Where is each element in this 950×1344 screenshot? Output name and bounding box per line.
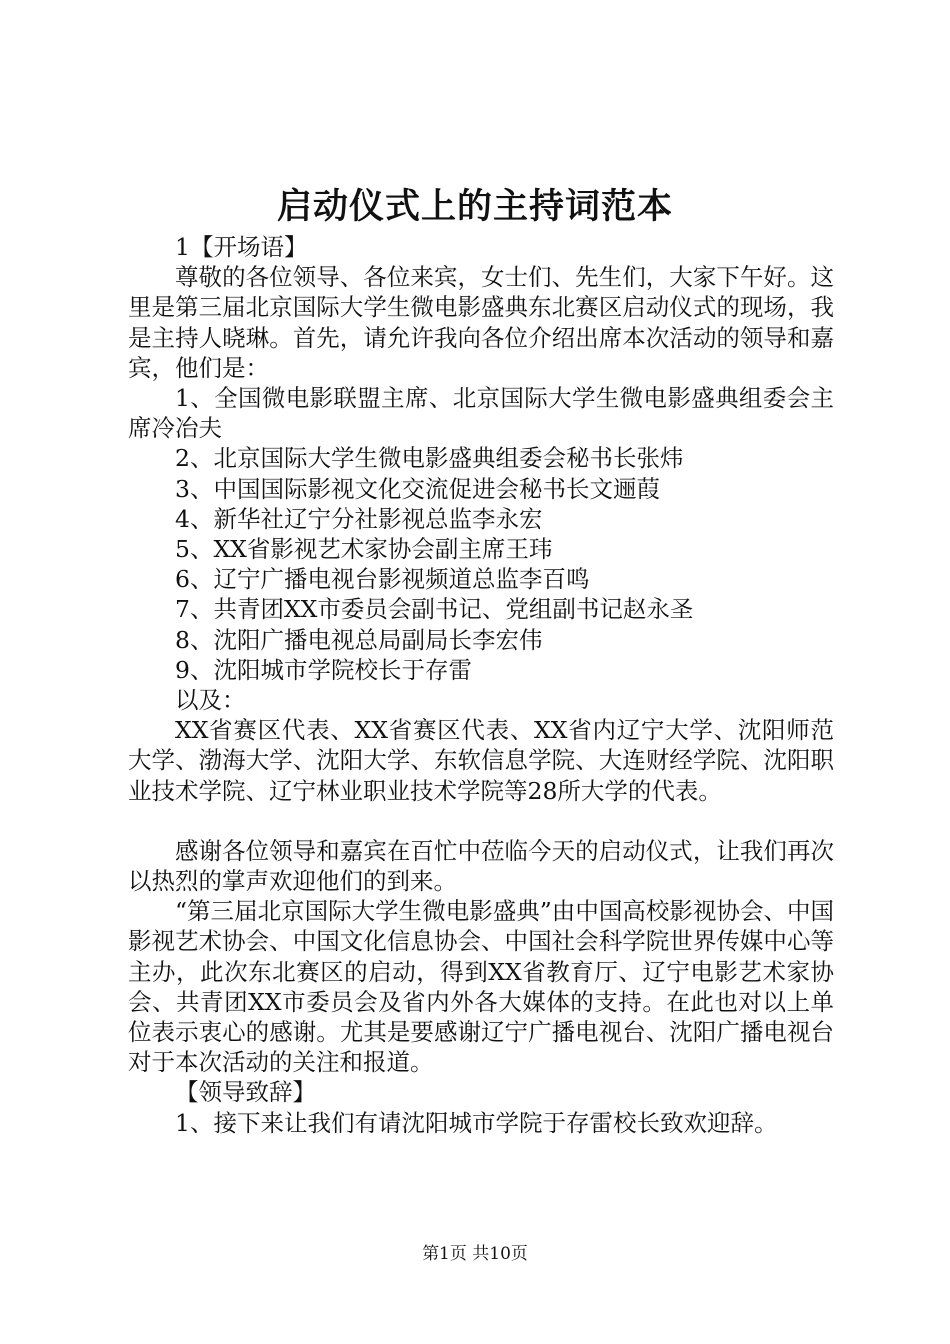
paragraph-representatives: XX省赛区代表、XX省赛区代表、XX省内辽宁大学、沈阳师范大学、渤海大学、沈阳大学、东软信息学院、大连财经学院、沈阳职业技术学院、辽宁林业职业技术学院等28所大学的代表。 <box>128 716 834 805</box>
paragraph-and: 以及： <box>175 686 246 715</box>
guest-item-4: 4、新华社辽宁分社影视总监李永宏 <box>175 504 543 533</box>
guest-item-9: 9、沈阳城市学院校长于存雷 <box>175 655 472 684</box>
document-body <box>128 232 834 1138</box>
guest-item-8: 8、沈阳广播电视总局副局长李宏伟 <box>175 625 543 654</box>
paragraph-spacer <box>128 806 834 836</box>
document-title: 启动仪式上的主持词范本 <box>276 187 673 227</box>
paragraph-greeting: 尊敬的各位领导、各位来宾，女士们、先生们，大家下午好。这里是第三届北京国际大学生微电影盛典东北赛区启动仪式的现场，我是主持人晓琳。首先，请允许我向各位介绍出席本次活动的领导和嘉宾，他们是： <box>128 263 834 382</box>
guest-item-6: 6、辽宁广播电视台影视频道总监李百鸣 <box>175 565 590 594</box>
paragraph-opening-heading: 1【开场语】 <box>175 233 308 261</box>
guest-item-3: 3、中国国际影视文化交流促进会秘书长文逦葭 <box>175 474 660 503</box>
page-footer: 第1页 共10页 <box>422 1244 528 1264</box>
paragraph-leader-speech-heading: 【领导致辞】 <box>175 1078 316 1107</box>
guest-item-5: 5、XX省影视艺术家协会副主席王玮 <box>175 535 553 564</box>
paragraph-welcome-speech: 1、接下来让我们有请沈阳城市学院于存雷校长致欢迎辞。 <box>175 1108 778 1137</box>
paragraph-thanks: 感谢各位领导和嘉宾在百忙中莅临今天的启动仪式，让我们再次以热烈的掌声欢迎他们的到来。 <box>128 836 834 896</box>
paragraph-organizers: “第三届北京国际大学生微电影盛典”由中国高校影视协会、中国影视艺术协会、中国文化信息协会、中国社会科学院世界传媒中心等主办，此次东北赛区的启动，得到XX省教育厅、辽宁电影艺术家协会、共青团XX市委员会及省内外各大媒体的支持。在此也对以上单位表示衷心的感谢。尤其是要感谢辽宁广播电视台、沈阳广播电视台对于本次活动的关注和报道。 <box>128 897 834 1077</box>
guest-item-1: 1、全国微电影联盟主席、北京国际大学生微电影盛典组委会主席冷冶夫 <box>128 384 834 443</box>
guest-item-7: 7、共青团XX市委员会副书记、党组副书记赵永圣 <box>175 595 694 624</box>
guest-item-2: 2、北京国际大学生微电影盛典组委会秘书长张炜 <box>175 444 684 473</box>
